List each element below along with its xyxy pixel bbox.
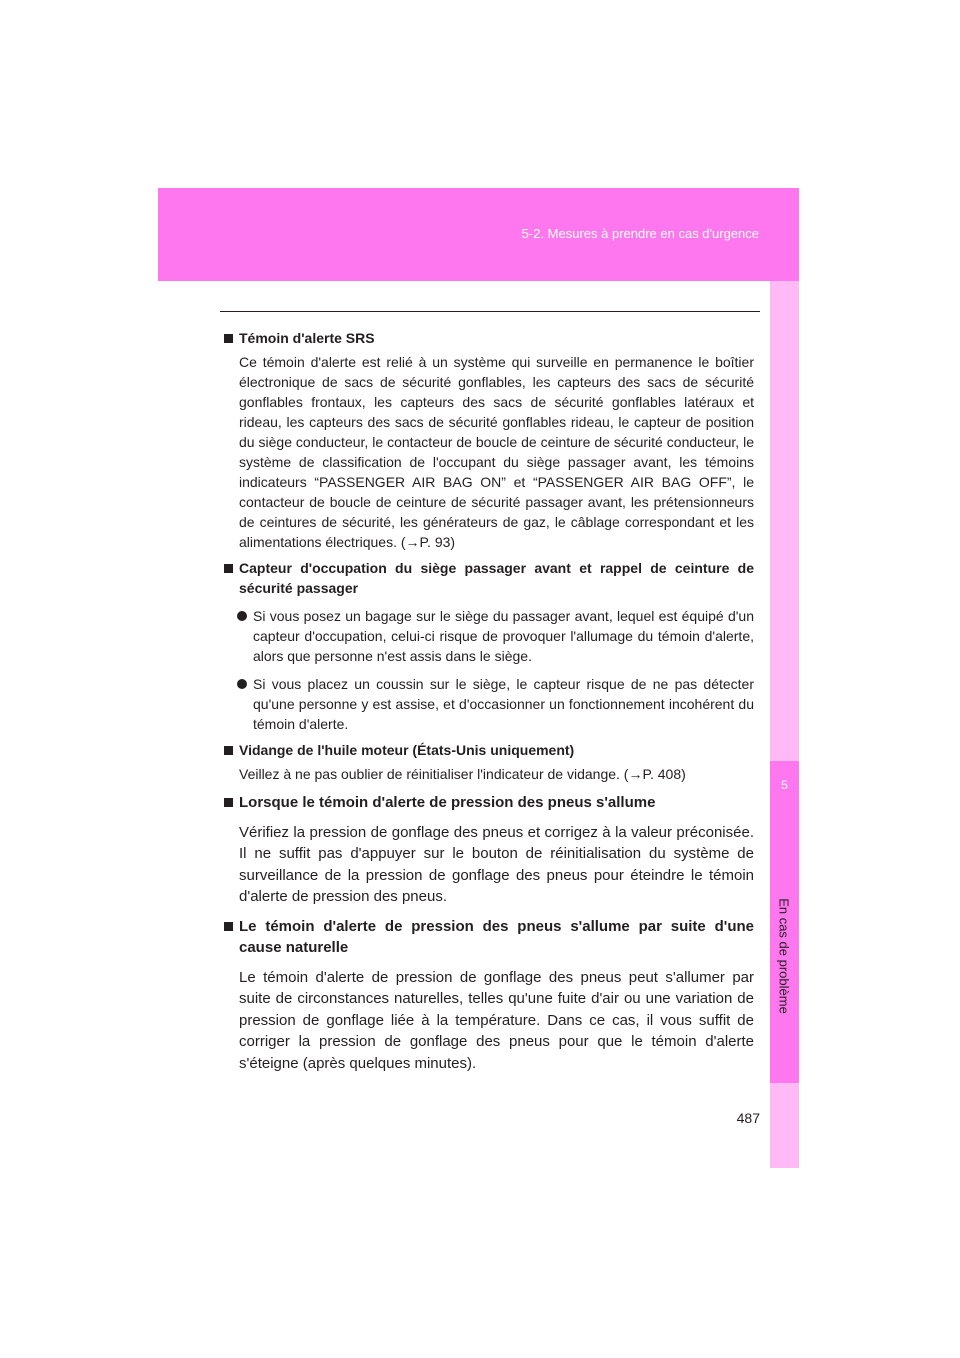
square-bullet-icon	[224, 798, 233, 807]
page-content	[222, 328, 754, 1080]
item-tire-pressure-light	[222, 792, 754, 908]
list-item	[222, 674, 754, 734]
item-title: Témoin d'alerte SRS	[239, 330, 375, 346]
chapter-title: En cas de problème	[776, 898, 792, 1014]
item-body: Veillez à ne pas oublier de réinitialiser l'indicateur de vidange. (→P. 408)	[239, 766, 686, 782]
chapter-tab-active	[770, 761, 799, 1083]
item-heading	[222, 740, 754, 760]
square-bullet-icon	[224, 334, 233, 343]
square-bullet-icon	[224, 564, 233, 573]
square-bullet-icon	[224, 746, 233, 755]
item-srs-warning-light	[222, 328, 754, 552]
item-oil-change	[222, 740, 754, 784]
chapter-side-tab	[770, 281, 799, 1168]
item-title: Lorsque le témoin d'alerte de pression des pneus s'allume	[239, 794, 656, 811]
list-item	[222, 606, 754, 666]
item-tire-pressure-natural-cause	[222, 916, 754, 1075]
item-heading	[222, 558, 754, 598]
section-title: 5-2. Mesures à prendre en cas d'urgence	[521, 226, 759, 241]
item-title: Capteur d'occupation du siège passager avant et rappel de ceinture de sécurité passager	[239, 560, 754, 596]
item-body: Ce témoin d'alerte est relié à un système qui surveille en permanence le boîtier électronique de sacs de sécurité gonflables, les capteurs des sacs de sécurité gonflables frontaux, les capteurs des sacs de sécurité gonflables latéraux et rideau, les capteurs des sacs de sécurité gonflables rideau, le capteur de position du siège conducteur, le contacteur de boucle de ceinture de sécurité conducteur, le système de classification de l'occupant du siège passager avant, les témoins indicateurs “PASSENGER AIR BAG ON” et “PASSENGER AIR BAG OFF”, le contacteur de boucle de ceinture de sécurité passager avant, les prétensionneurs de ceintures de sécurité, les générateurs de gaz, le câblage correspondant et les alimentations électriques. (→P. 93)	[239, 354, 754, 550]
list-item-text: Si vous placez un coussin sur le siège, le capteur risque de ne pas détecter qu'une personne y est assise, et d'occasionner un fonctionnement incohérent du témoin d'alerte.	[253, 676, 754, 732]
item-body: Le témoin d'alerte de pression de gonflage des pneus peut s'allumer par suite de circonstances naturelles, telles qu'une fuite d'air ou une variation de pression de gonflage liée à la température. Dans ce cas, il vous suffit de corriger la pression de gonflage des pneus pour que le témoin d'alerte s'éteigne (après quelques minutes).	[239, 968, 754, 1072]
item-heading	[222, 792, 754, 814]
header-band	[158, 188, 799, 281]
item-title: Le témoin d'alerte de pression des pneus s'allume par suite d'une cause naturelle	[239, 917, 754, 956]
page-number: 487	[736, 1110, 760, 1126]
item-heading	[222, 328, 754, 348]
round-bullet-icon	[237, 679, 247, 689]
square-bullet-icon	[224, 922, 233, 931]
item-body: Vérifiez la pression de gonflage des pneus et corrigez à la valeur préconisée. Il ne suffit pas d'appuyer sur le bouton de réinitialisation du système de surveillance de la pression de gonflage des pneus pour éteindre le témoin d'alerte de pression des pneus.	[239, 823, 754, 905]
chapter-number: 5	[781, 778, 788, 792]
item-heading	[222, 916, 754, 959]
item-title: Vidange de l'huile moteur (États-Unis uniquement)	[239, 742, 575, 758]
list-item-text: Si vous posez un bagage sur le siège du passager avant, lequel est équipé d'un capteur d'occupation, celui-ci risque de provoquer l'allumage du témoin d'alerte, alors que personne n'est assis dans le siège.	[253, 608, 754, 664]
item-occupant-sensor	[222, 558, 754, 734]
round-bullet-icon	[237, 611, 247, 621]
top-divider	[220, 311, 760, 312]
